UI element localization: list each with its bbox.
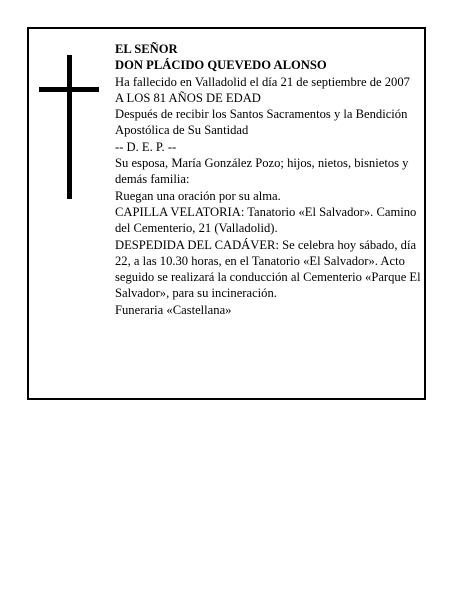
notice-title: EL SEÑOR — [115, 42, 178, 56]
farewell-info: DESPEDIDA DEL CADÁVER: Se celebra hoy sábado, día 22, a las 10.30 horas, en el Tanatorio «El Salvador». Acto seguido se realizará la conducción al Cementerio «Parque El Salvador», para su incineración. — [115, 237, 421, 301]
family-statement: Su esposa, María González Pozo; hijos, nietos, bisnietos y demás familia: — [115, 156, 409, 187]
obituary-notice — [27, 27, 426, 400]
cross-vertical-bar — [67, 55, 72, 199]
chapel-info: CAPILLA VELATORIA: Tanatorio «El Salvador». Camino del Cementerio, 21 (Valladolid). — [115, 204, 417, 236]
notice-text — [115, 41, 423, 318]
rip-line: -- D. E. P. -- — [115, 139, 177, 154]
age-statement: A LOS 81 AÑOS DE EDAD — [115, 90, 261, 105]
sacraments-statement: Después de recibir los Santos Sacramentos y la Bendición Apostólica de Su Santidad — [115, 107, 408, 138]
prayer-request: Ruegan una oración por su alma. — [115, 188, 281, 203]
cross-horizontal-bar — [39, 87, 99, 92]
deceased-name: DON PLÁCIDO QUEVEDO ALONSO — [115, 58, 327, 73]
funeral-home: Funeraria «Castellana» — [115, 302, 232, 317]
death-statement: Ha fallecido en Valladolid el día 21 de septiembre de 2007 — [115, 74, 410, 89]
cross-icon — [39, 55, 99, 199]
